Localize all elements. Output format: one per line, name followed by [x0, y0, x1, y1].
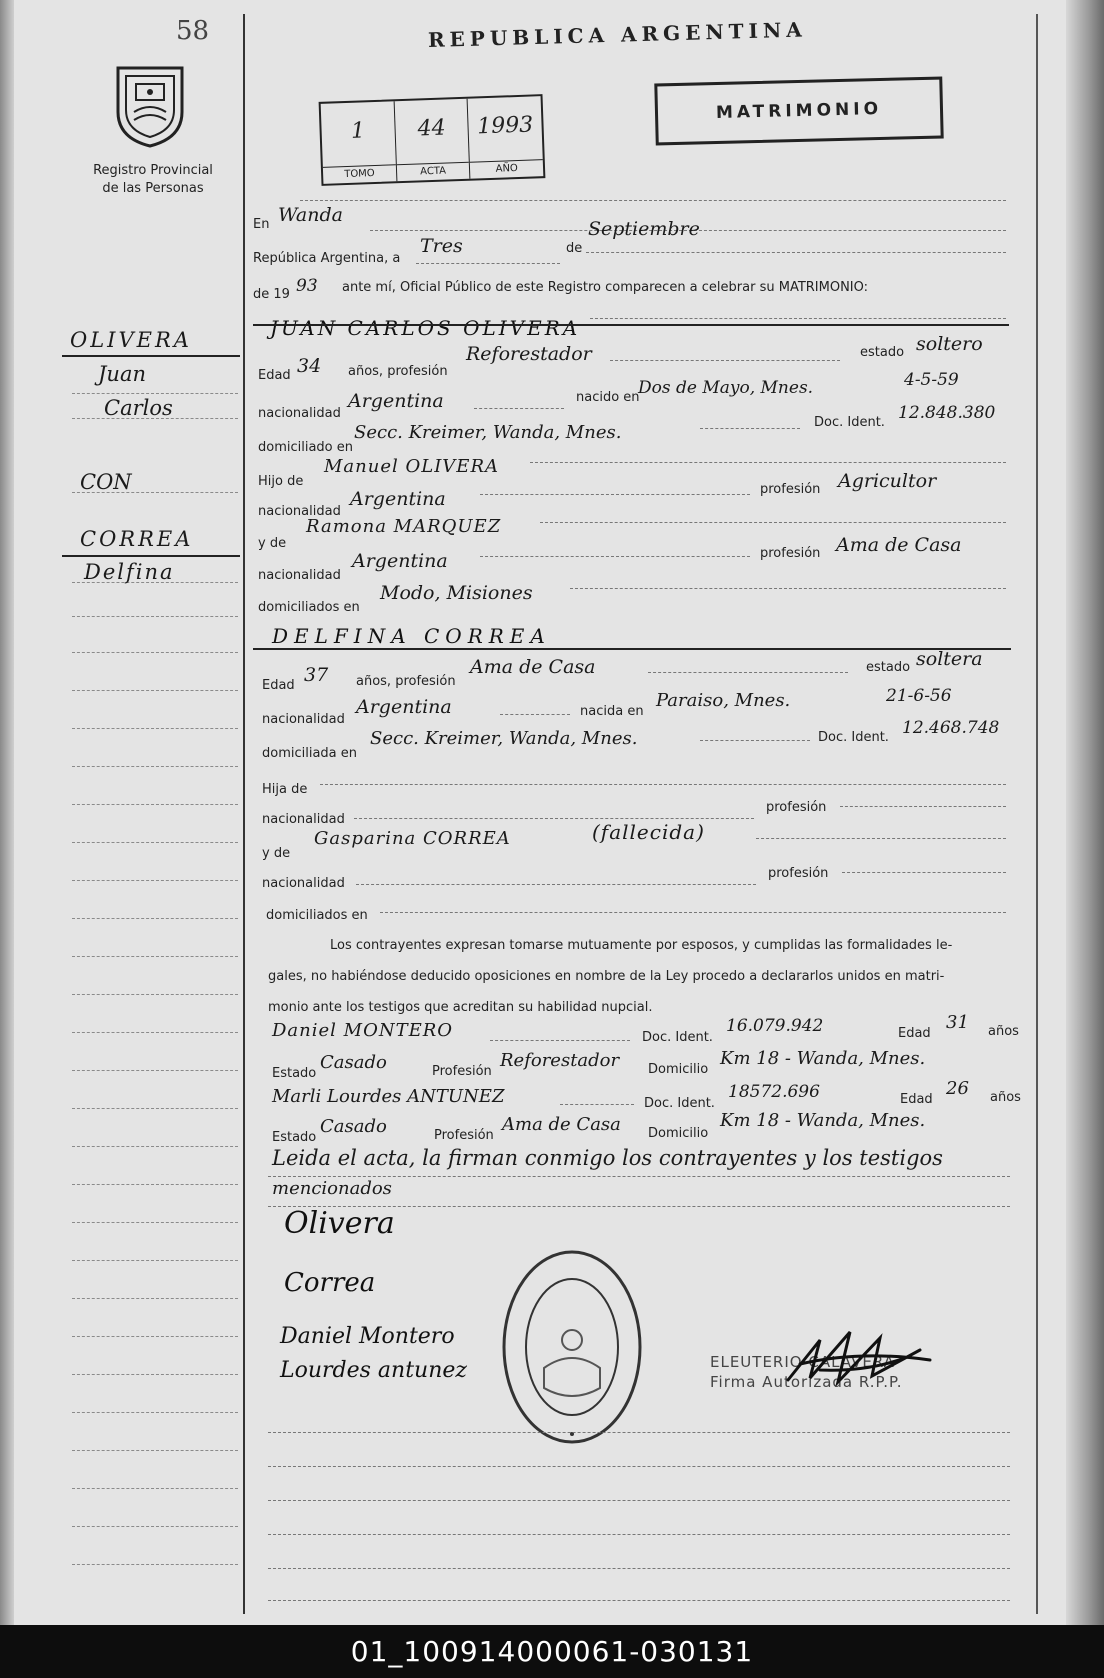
registro-line1: Registro Provincial [93, 163, 213, 178]
ruled-line [700, 740, 810, 741]
witness1-domicilio-label: Domicilio [648, 1062, 709, 1077]
ruled-line [500, 714, 570, 715]
bride-domiciliada-label: domiciliada en [262, 746, 358, 761]
declaration-line1: Los contrayentes expresan tomarse mutuamente por esposos, y cumplidas las formalidades le- [330, 938, 953, 953]
margin-rule [72, 1526, 238, 1527]
ruled-line [320, 784, 1006, 785]
groom-mother-prof-label: profesión [760, 546, 821, 561]
margin-rule [72, 956, 238, 957]
de-label: de [566, 241, 583, 256]
signature-witness1: Daniel Montero [280, 1324, 455, 1349]
margin-bride-given: Delfina [84, 560, 175, 584]
page-right-edge [1066, 0, 1104, 1625]
groom-hijo-label: Hijo de [258, 474, 304, 489]
registro-emblem-icon [112, 62, 188, 148]
bride-yde-label: y de [262, 846, 291, 861]
official-title: Firma Autorizada R.P.P. [710, 1373, 903, 1391]
scan-id-footer: 01_100914000061-030131 [0, 1625, 1104, 1678]
margin-rule [72, 393, 238, 394]
ruled-line [570, 588, 1006, 589]
witness1-domicilio-value: Km 18 - Wanda, Mnes. [720, 1048, 926, 1069]
bride-name-underline [253, 648, 1011, 650]
margin-con: CON [80, 470, 132, 494]
month-value: Septiembre [588, 218, 700, 240]
official-name: ELEUTERIO CALAVERA [710, 1353, 895, 1371]
margin-groom-surname: OLIVERA [70, 328, 192, 352]
bride-nacionalidad-label: nacionalidad [262, 712, 345, 727]
witness2-edad-label: Edad [900, 1092, 933, 1107]
closing-line1: Leida el acta, la firman conmigo los contrayentes y los testigos [272, 1146, 943, 1170]
ruled-line [268, 1500, 1010, 1501]
groom-nacionalidad-value: Argentina [348, 390, 444, 412]
ruled-line [490, 1040, 630, 1041]
right-border-line [1036, 14, 1038, 1614]
groom-nacido-label: nacido en [576, 390, 640, 405]
margin-rule [72, 1032, 238, 1033]
margin-divider [243, 14, 245, 1614]
bride-father-nac-label: nacionalidad [262, 812, 345, 827]
groom-yde-label: y de [258, 536, 287, 551]
closing-line2: mencionados [272, 1178, 392, 1199]
witness1-doc-value: 16.079.942 [726, 1016, 824, 1036]
groom-father-prof-value: Agricultor [838, 470, 937, 492]
registro-office [78, 162, 228, 198]
witness1-edad-value: 31 [946, 1012, 969, 1033]
ruled-line [300, 200, 1006, 201]
margin-rule [72, 1336, 238, 1337]
margin-rule [72, 1070, 238, 1071]
groom-father-nac-label: nacionalidad [258, 504, 341, 519]
witness2-estado-label: Estado [272, 1130, 317, 1145]
margin-rule [72, 766, 238, 767]
bride-edad-value: 37 [304, 664, 329, 686]
ruled-line [480, 556, 750, 557]
ruled-line [380, 912, 1006, 913]
tomo-value: 1 [350, 118, 366, 144]
groom-edad-label: Edad [258, 368, 291, 383]
ruled-line [268, 1568, 1010, 1569]
ruled-line [586, 252, 1006, 253]
groom-doc-value: 12.848.380 [898, 403, 996, 423]
witness1-edad-label: Edad [898, 1026, 931, 1041]
margin-rule [72, 1108, 238, 1109]
signature-witness2: Lourdes antunez [280, 1358, 467, 1383]
witness2-estado-value: Casado [320, 1116, 387, 1137]
acta-cell [394, 99, 470, 182]
rep-label: República Argentina, a [253, 251, 401, 266]
witness1-anos-label: años [988, 1024, 1019, 1039]
margin-rule [72, 1298, 238, 1299]
margin-rule [72, 728, 238, 729]
margin-underline [62, 355, 240, 357]
tomo-cell [321, 101, 397, 184]
year-prefix-label: de 19 [253, 287, 290, 302]
groom-edad-value: 34 [297, 355, 322, 377]
witness2-domicilio-value: Km 18 - Wanda, Mnes. [720, 1110, 926, 1131]
year-post-label: ante mí, Oficial Público de este Registro comparecen a celebrar su MATRIMONIO: [342, 280, 869, 295]
document-title: REPUBLICA ARGENTINA [427, 17, 808, 52]
declaration-line3: monio ante los testigos que acreditan su habilidad nupcial. [268, 1000, 653, 1015]
margin-rule [72, 842, 238, 843]
groom-mother-prof-value: Ama de Casa [836, 534, 962, 556]
ruled-line [540, 522, 1006, 523]
witness2-doc-label: Doc. Ident. [644, 1096, 715, 1111]
bride-full-name: DELFINA CORREA [272, 624, 551, 648]
day-value: Tres [420, 235, 463, 257]
bride-nacida-label: nacida en [580, 704, 644, 719]
bride-profesion-value: Ama de Casa [470, 656, 596, 678]
declaration-line2: gales, no habiéndose deducido oposiciones en nombre de la Ley procedo a declararlos unidos en matri- [268, 969, 945, 984]
groom-full-name: JUAN CARLOS OLIVERA [270, 316, 581, 340]
bride-estado-label: estado [866, 660, 911, 675]
ruled-line [842, 872, 1006, 873]
bride-domicilio-value: Secc. Kreimer, Wanda, Mnes. [370, 728, 638, 749]
witness1-name: Daniel MONTERO [272, 1020, 454, 1041]
ruled-line [560, 1104, 634, 1105]
margin-rule [72, 804, 238, 805]
ruled-line [268, 1466, 1010, 1467]
bride-edad-label: Edad [262, 678, 295, 693]
groom-nacido-value: Dos de Mayo, Mnes. [638, 378, 814, 398]
margin-rule [72, 1412, 238, 1413]
bride-doc-value: 12.468.748 [902, 718, 1000, 738]
margin-rule [72, 1146, 238, 1147]
margin-underline [62, 555, 240, 557]
witness2-domicilio-label: Domicilio [648, 1126, 709, 1141]
witness2-anos-label: años [990, 1090, 1021, 1105]
ruled-line [480, 494, 750, 495]
ruled-line [356, 884, 756, 885]
page-left-edge [0, 0, 14, 1625]
ruled-line [840, 806, 1006, 807]
ruled-line [268, 1534, 1010, 1535]
ruled-line [590, 318, 1006, 319]
groom-birthdate-value: 4-5-59 [904, 370, 959, 390]
bride-domiciliados-label: domiciliados en [266, 908, 368, 923]
registro-line2: de las Personas [102, 181, 204, 196]
witness2-edad-value: 26 [946, 1078, 969, 1099]
ruled-line [700, 428, 800, 429]
margin-rule [72, 994, 238, 995]
margin-rule [72, 616, 238, 617]
witness2-profesion-value: Ama de Casa [502, 1114, 621, 1135]
margin-rule [72, 1488, 238, 1489]
witness1-estado-value: Casado [320, 1052, 387, 1073]
groom-profesion-value: Reforestador [466, 343, 592, 365]
groom-mother-value: Ramona MARQUEZ [306, 516, 502, 537]
bride-profesion-label: años, profesión [356, 674, 456, 689]
witness1-profesion-value: Reforestador [500, 1050, 620, 1071]
groom-domiciliado-label: domiciliado en [258, 440, 354, 455]
groom-nacionalidad-label: nacionalidad [258, 406, 341, 421]
acta-label: ACTA [396, 162, 469, 182]
witness1-doc-label: Doc. Ident. [642, 1030, 713, 1045]
margin-rule [72, 1374, 238, 1375]
ruled-line [268, 1176, 1010, 1177]
ruled-line [268, 1432, 1010, 1433]
groom-estado-label: estado [860, 345, 905, 360]
bride-nacida-value: Paraiso, Mnes. [656, 690, 791, 711]
groom-doc-label: Doc. Ident. [814, 415, 885, 430]
margin-rule [72, 1184, 238, 1185]
official-signature-scribble [780, 1320, 940, 1400]
official-seal-icon [500, 1248, 644, 1446]
bride-father-prof-label: profesión [766, 800, 827, 815]
witness2-name: Marli Lourdes ANTUNEZ [272, 1086, 505, 1107]
year-cell [468, 96, 543, 178]
groom-father-value: Manuel OLIVERA [324, 456, 499, 477]
year-suffix-value: 93 [296, 276, 318, 296]
bride-estado-value: soltera [916, 648, 983, 670]
groom-father-nac-value: Argentina [350, 488, 446, 510]
groom-domiciliados-label: domiciliados en [258, 600, 360, 615]
witness1-estado-label: Estado [272, 1066, 317, 1081]
declaration-paragraph [268, 930, 1020, 1023]
bride-mother-nac-label: nacionalidad [262, 876, 345, 891]
bride-birthdate-value: 21-6-56 [886, 686, 952, 706]
witness2-doc-value: 18572.696 [728, 1082, 820, 1102]
tomo-acta-year-box [319, 94, 546, 186]
margin-groom-given1: Juan [98, 362, 146, 386]
year-label: AÑO [470, 159, 543, 179]
margin-rule [72, 1450, 238, 1451]
ruled-line [610, 360, 840, 361]
ruled-line [416, 263, 560, 264]
groom-profesion-label: años, profesión [348, 364, 448, 379]
signature-groom: Olivera [284, 1206, 395, 1241]
groom-parents-domicilio-value: Modo, Misiones [380, 582, 533, 604]
groom-domicilio-value: Secc. Kreimer, Wanda, Mnes. [354, 422, 622, 443]
sheet-number: 58 [176, 16, 210, 46]
margin-rule [72, 1260, 238, 1261]
groom-name-underline [253, 324, 1009, 326]
en-label: En [253, 217, 270, 232]
groom-estado-value: soltero [916, 333, 983, 355]
margin-groom-given2: Carlos [104, 396, 173, 420]
ruled-line [474, 408, 564, 409]
ruled-line [756, 838, 1006, 839]
margin-rule [72, 880, 238, 881]
ruled-line [268, 1600, 1010, 1601]
witness1-profesion-label: Profesión [432, 1064, 492, 1079]
signature-bride: Correa [284, 1268, 376, 1298]
groom-mother-nac-label: nacionalidad [258, 568, 341, 583]
ruled-line [648, 672, 848, 673]
margin-rule [72, 1222, 238, 1223]
margin-rule [72, 1564, 238, 1565]
place-value: Wanda [278, 204, 343, 226]
year-value: 1993 [476, 112, 534, 140]
margin-rule [72, 690, 238, 691]
bride-hija-label: Hija de [262, 782, 308, 797]
tomo-label: TOMO [323, 164, 396, 184]
record-type-box: MATRIMONIO [654, 76, 943, 145]
ruled-line [354, 818, 754, 819]
margin-bride-surname: CORREA [80, 527, 194, 551]
ruled-line [530, 462, 1006, 463]
bride-nacionalidad-value: Argentina [356, 696, 452, 718]
acta-value: 44 [417, 115, 447, 142]
bride-mother-note: (fallecida) [592, 820, 705, 844]
bride-mother-prof-label: profesión [768, 866, 829, 881]
margin-rule [72, 652, 238, 653]
groom-mother-nac-value: Argentina [352, 550, 448, 572]
margin-rule [72, 918, 238, 919]
witness2-profesion-label: Profesión [434, 1128, 494, 1143]
bride-mother-value: Gasparina CORREA [314, 828, 511, 849]
groom-father-prof-label: profesión [760, 482, 821, 497]
bride-doc-label: Doc. Ident. [818, 730, 889, 745]
